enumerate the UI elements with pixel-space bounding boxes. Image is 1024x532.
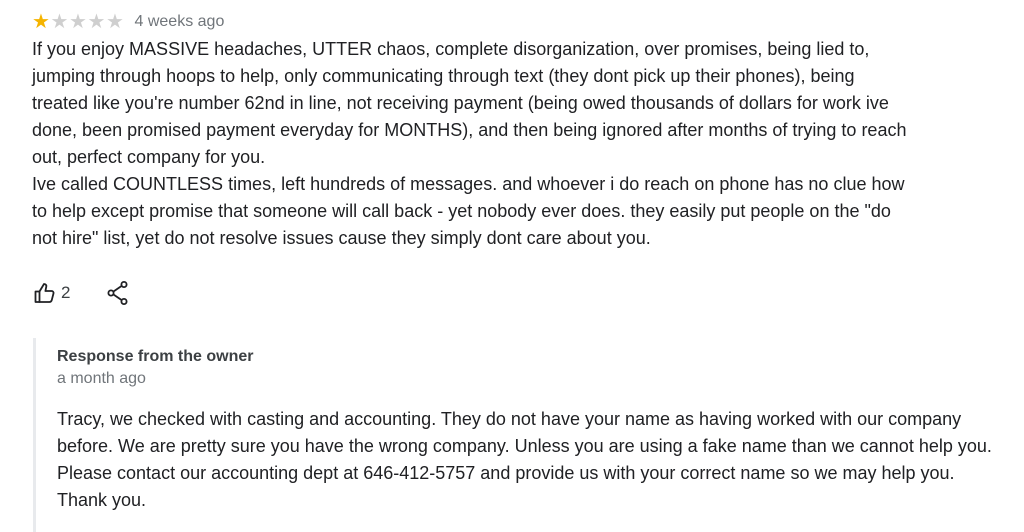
star-empty-icon: ★ [69,11,87,33]
owner-response-title: Response from the owner [57,348,254,365]
star-filled-icon: ★ [32,11,50,33]
review-paragraph: If you enjoy MASSIVE headaches, UTTER chaos, complete disorganization, over promises, being lied to, jumping through hoops to help, only communicating through text (they dont pick up their phones), being treated like you're number 62nd in line, not receiving payment (being owed thousands of dollars for work ive done, been promised payment everyday for MONTHS), and then being ignored after months of trying to reach out, perfect company for you. [32,39,907,167]
review-paragraph: Ive called COUNTLESS times, left hundreds of messages. and whoever i do reach on phone has no clue how to help except promise that someone will call back - yet nobody ever does. they easily put people on the "do not hire" list, yet do not resolve issues cause they simply dont care about you. [32,174,905,248]
share-icon [106,280,130,306]
star-rating [32,12,125,32]
owner-response-text: Tracy, we checked with casting and accounting. They do not have your name as having worked with our company before. We are pretty sure you have the wrong company. Unless you are using a fake name than we cannot help you. Please contact our accounting dept at 646-412-5757 and provide us with your correct name so we may help you. Thank you. [57,409,992,510]
owner-response-time: a month ago [57,370,146,387]
review-actions [33,280,130,306]
star-empty-icon: ★ [50,11,69,33]
review-text [32,36,912,252]
star-empty-icon: ★ [87,11,106,33]
thumbs-up-icon [33,281,57,305]
like-button[interactable] [33,281,70,305]
owner-response [33,338,1003,532]
star-empty-icon: ★ [106,11,124,33]
like-count: 2 [61,283,71,302]
review [32,10,912,252]
review-time: 4 weeks ago [134,13,225,30]
share-button[interactable] [106,280,130,306]
rating-row [32,10,912,34]
